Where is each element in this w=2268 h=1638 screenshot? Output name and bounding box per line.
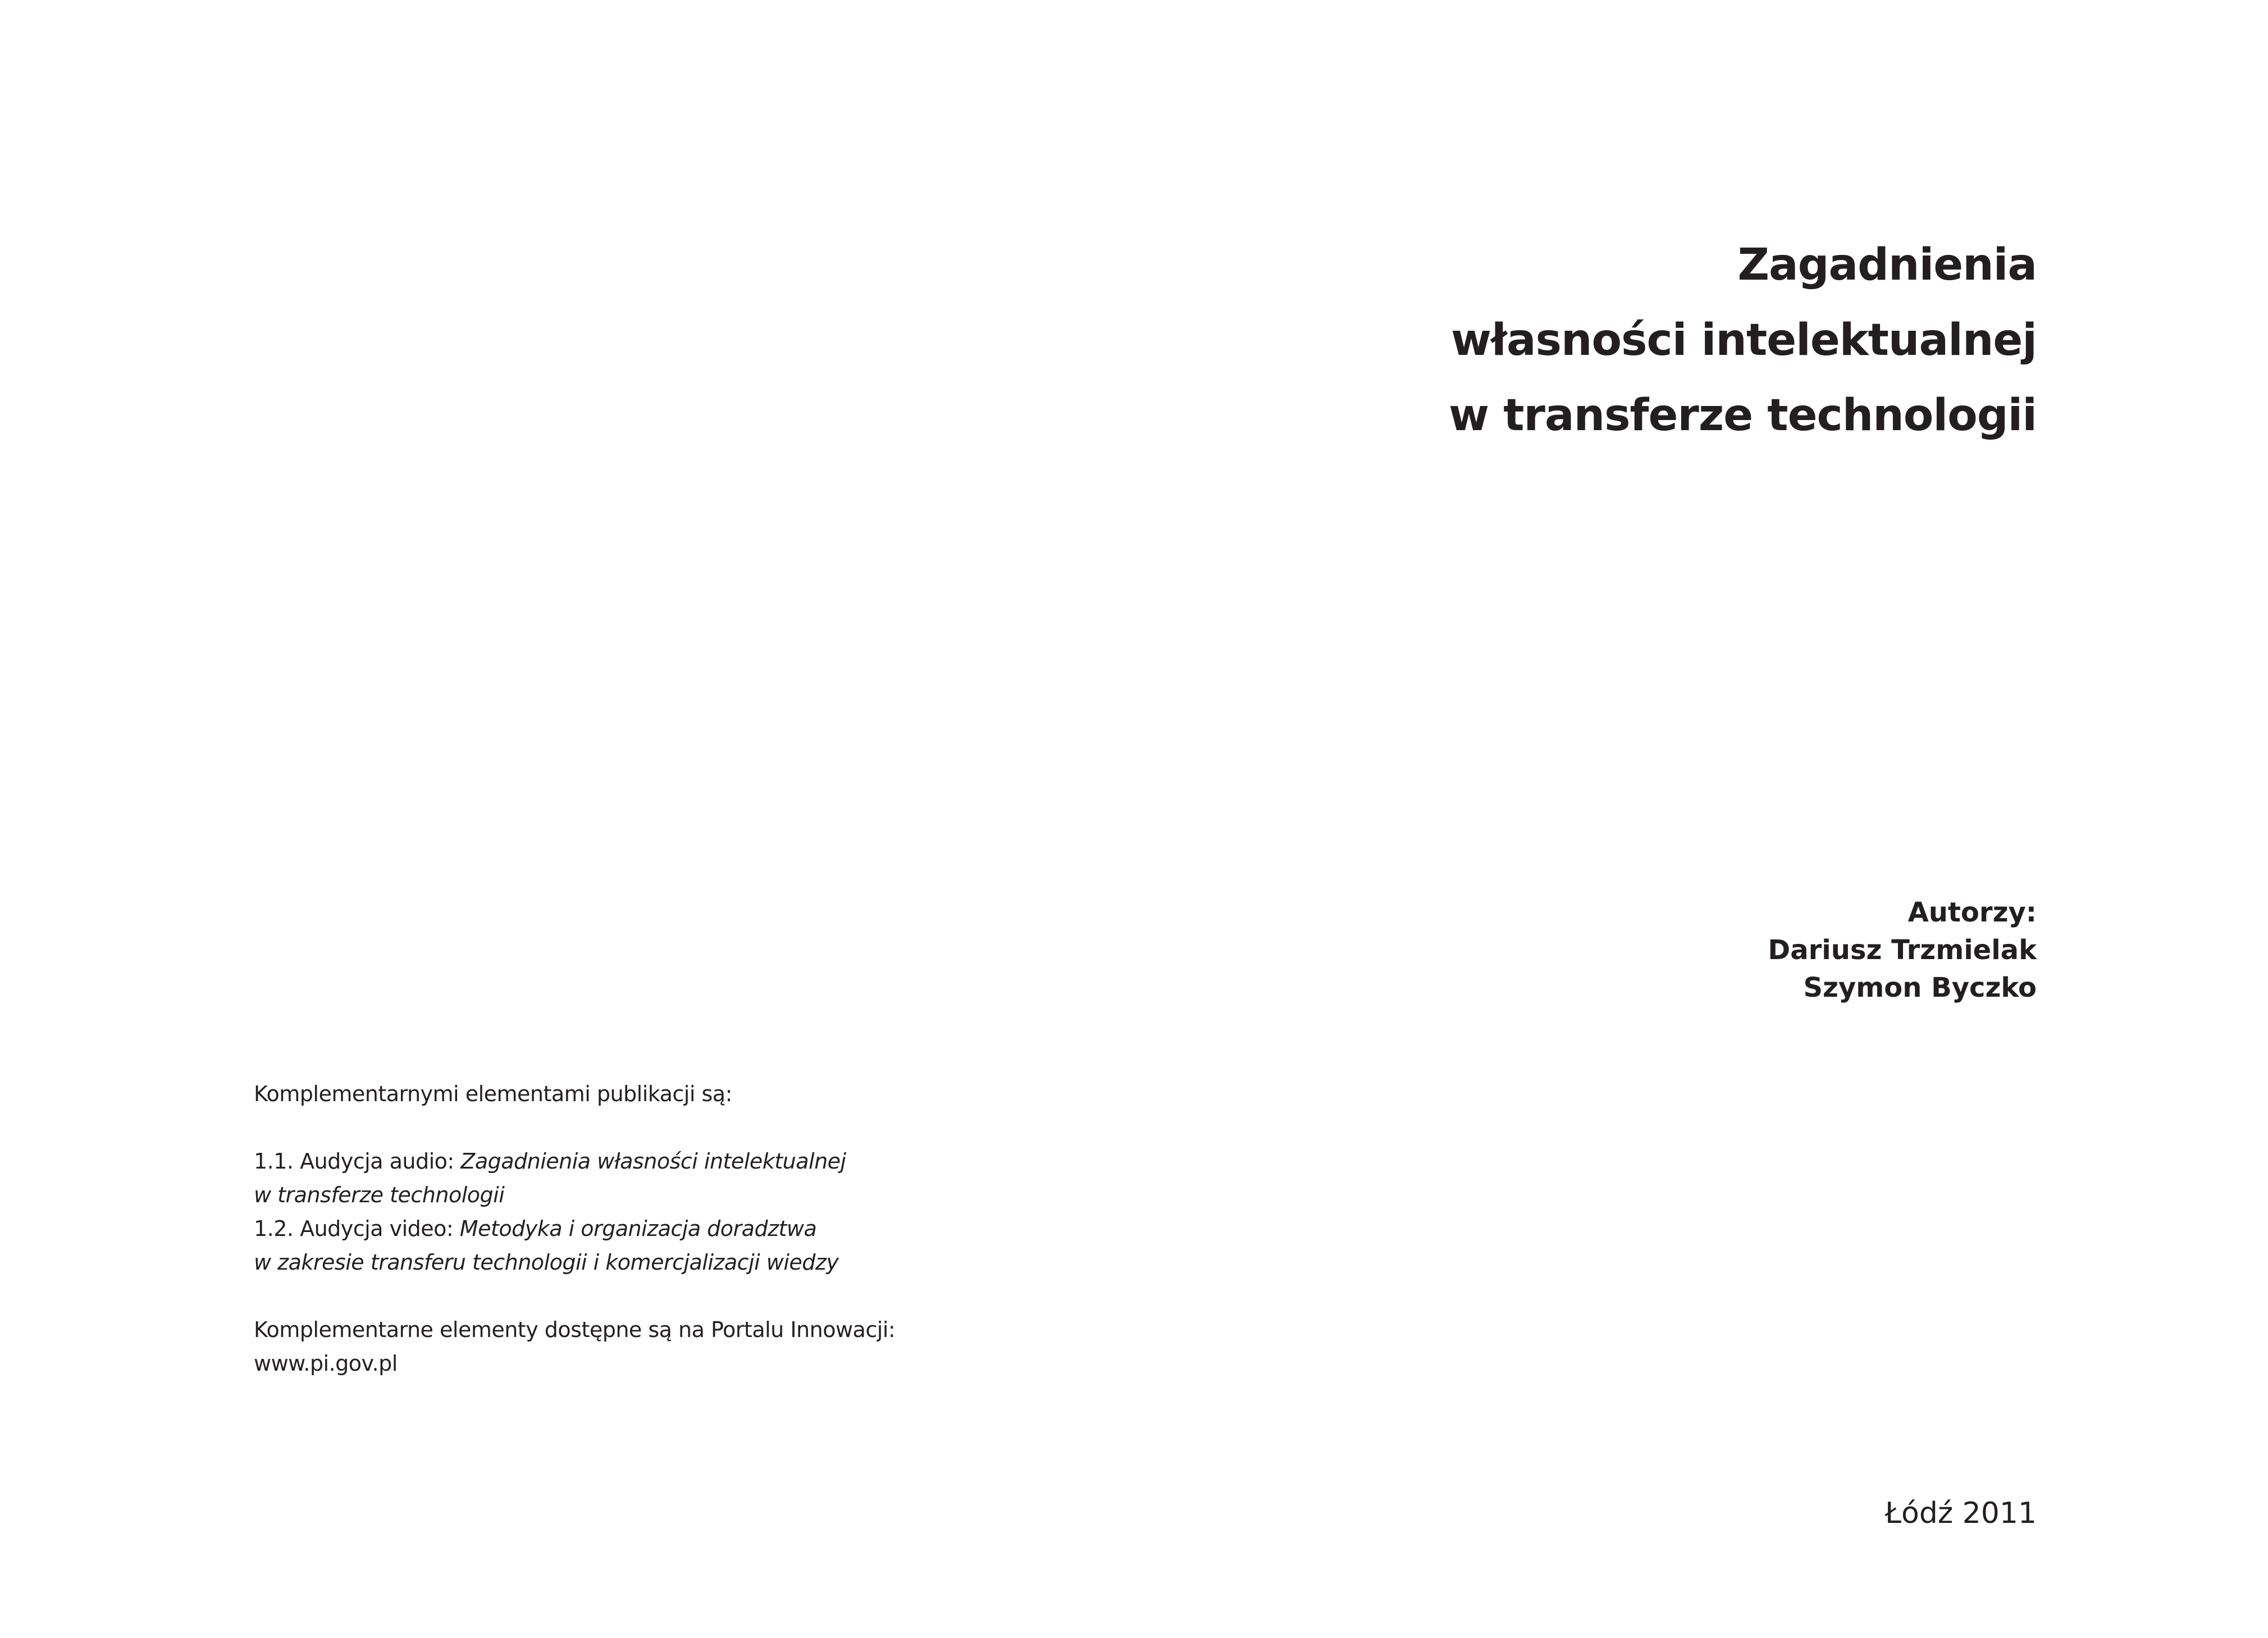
complementary-elements [254,1077,895,1380]
complement-item-title: Zagadnienia własności intelektualnej [460,1149,846,1174]
spacer [254,1111,895,1144]
author-name: Szymon Byczko [1803,972,2037,1003]
complements-intro: Komplementarnymi elementami publikacji są: [254,1082,732,1106]
author-name: Dariusz Trzmielak [1768,934,2037,966]
availability-note: Komplementarne elementy dostępne są na Portalu Innowacji: [254,1317,896,1342]
complement-item-prefix: 1.2. Audycja video: [254,1216,460,1241]
complement-item-title: Metodyka i organizacja doradztwa [459,1216,817,1241]
complement-item-2-cont [254,1245,895,1279]
complement-item-2 [254,1212,895,1245]
title-line-1: Zagadnienia [1737,240,2037,290]
complement-item-1 [254,1144,895,1178]
authors-label: Autorzy: [1908,897,2037,928]
publication-title [1449,227,2037,453]
authors-block [1768,894,2037,1007]
place-and-year: Łódź 2011 [1884,1496,2037,1530]
title-line-3: w transferze technologii [1448,390,2037,441]
title-line-2: własności intelektualnej [1450,315,2037,366]
portal-url: www.pi.gov.pl [254,1351,398,1376]
complement-item-title-cont: w zakresie transferu technologii i komercjalizacji wiedzy [254,1250,839,1275]
spacer [254,1279,895,1313]
complement-item-1-cont [254,1178,895,1212]
complement-item-prefix: 1.1. Audycja audio: [254,1149,461,1174]
complement-item-title-cont: w transferze technologii [254,1183,505,1207]
